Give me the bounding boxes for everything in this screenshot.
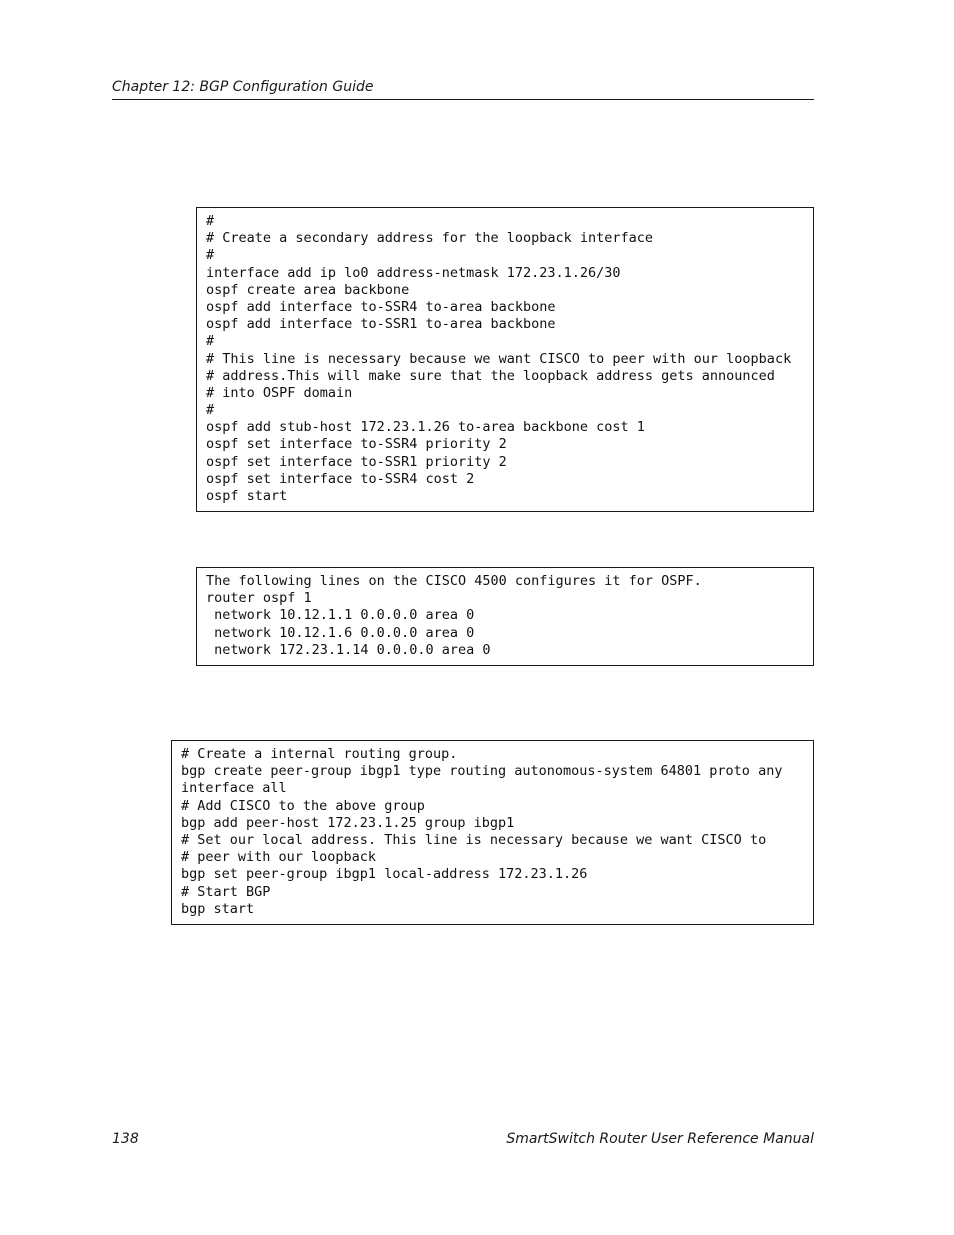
code-line: ospf create area backbone xyxy=(206,281,410,298)
code-line: The following lines on the CISCO 4500 configures it for OSPF. xyxy=(206,573,702,589)
code-line: # xyxy=(206,247,215,264)
code-line: network 172.23.1.14 0.0.0.0 area 0 xyxy=(206,641,491,658)
code-line: # Create a secondary address for the loopback interface xyxy=(206,230,654,247)
page-number: 138 xyxy=(112,1131,139,1147)
code-line: ospf add interface to-SSR1 to-area backbone xyxy=(206,316,556,333)
code-line: # Create a internal routing group. xyxy=(181,746,458,762)
code-line: network 10.12.1.6 0.0.0.0 area 0 xyxy=(206,624,475,641)
code-line: # into OSPF domain xyxy=(206,384,353,401)
chapter-header: Chapter 12: BGP Configuration Guide xyxy=(112,79,814,100)
code-line: ospf add interface to-SSR4 to-area backbone xyxy=(206,298,556,315)
code-line: bgp add peer-host 172.23.1.25 group ibgp1 xyxy=(181,814,515,831)
code-line: ospf set interface to-SSR4 priority 2 xyxy=(206,436,507,453)
code-line: bgp create peer-group ibgp1 type routing autonomous-system 64801 proto any xyxy=(181,763,783,780)
code-line: # address.This will make sure that the loopback address gets announced xyxy=(206,367,775,384)
code-line: # xyxy=(206,402,215,419)
code-line: bgp set peer-group ibgp1 local-address 172.23.1.26 xyxy=(181,866,588,883)
manual-title: SmartSwitch Router User Reference Manual xyxy=(506,1131,814,1147)
code-line: network 10.12.1.1 0.0.0.0 area 0 xyxy=(206,607,475,624)
code-line: bgp start xyxy=(181,900,255,917)
code-line: ospf set interface to-SSR1 priority 2 xyxy=(206,453,507,470)
code-line: # peer with our loopback xyxy=(181,849,377,866)
code-line: router ospf 1 xyxy=(206,590,312,607)
code-line: ospf start xyxy=(206,488,288,504)
code-line: ospf set interface to-SSR4 cost 2 xyxy=(206,470,475,487)
code-line: interface add ip lo0 address-netmask 172.23.1.26/30 xyxy=(206,264,621,281)
code-line: # Start BGP xyxy=(181,883,271,900)
code-line: # xyxy=(206,213,215,229)
code-line: # This line is necessary because we want CISCO to peer with our loopback xyxy=(206,350,792,367)
code-line: # Set our local address. This line is necessary because we want CISCO to xyxy=(181,831,767,848)
code-block-ospf-ssr xyxy=(196,207,814,512)
code-line: interface all xyxy=(181,780,287,797)
code-block-bgp xyxy=(171,740,814,925)
code-line: # Add CISCO to the above group xyxy=(181,797,425,814)
code-block-cisco-ospf xyxy=(196,567,814,666)
code-line: ospf add stub-host 172.23.1.26 to-area backbone cost 1 xyxy=(206,419,645,436)
code-line: # xyxy=(206,333,215,350)
